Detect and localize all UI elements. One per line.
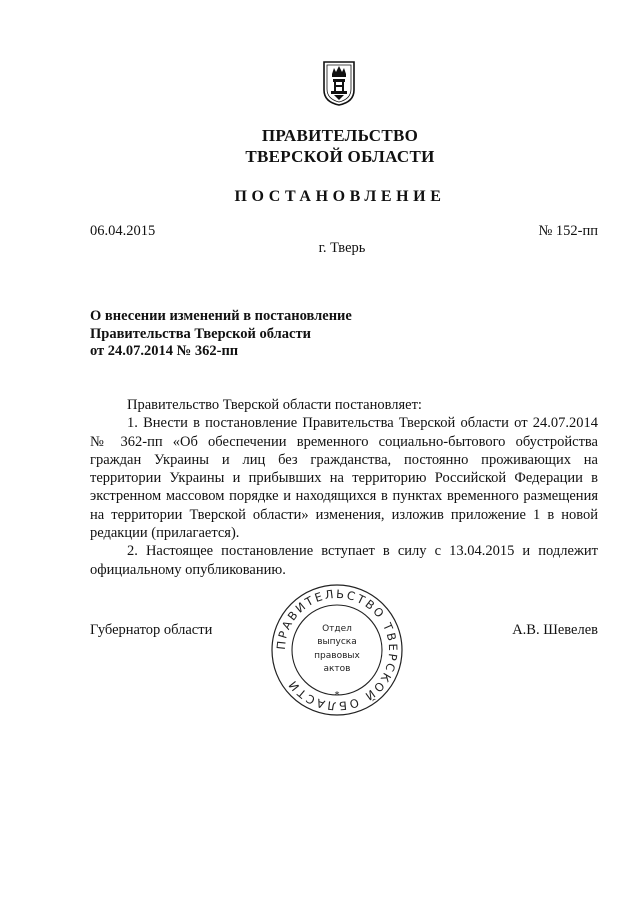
document-subject (90, 308, 352, 361)
document-type: ПОСТАНОВЛЕНИЕ (234, 188, 446, 205)
subject-line2: Правительства Тверской области (90, 325, 311, 342)
seal-center-line4: актов (323, 664, 351, 674)
subject-line3: от 24.07.2014 № 362-пп (90, 343, 239, 359)
government-title-line1: ПРАВИТЕЛЬСТВО (261, 126, 419, 145)
body-item-1: 1. Внести в постановление Правительства Тверской области от 24.07.2014 № 362-пп «Об обеспечении временного социально-бытового обустройства граждан Украины и лиц без гражданства, постоянно проживающих на территории Украины и прибывших на территорию Российской Федерации в экстренном массовом порядке и находящихся в пунктах временного размещения на территории Тверской области» изменения, изложив приложение 1 в новой редакции (прилагается). (90, 415, 598, 542)
document-date: 06.04.2015 (90, 223, 156, 239)
seal-ring-text: ПРАВИТЕЛЬСТВО ТВЕРСКОЙ ОБЛАСТИ (273, 586, 401, 714)
seal-center-line1: Отдел (322, 624, 352, 634)
body-intro: Правительство Тверской области постановляет: (127, 397, 422, 413)
official-seal (270, 583, 404, 717)
government-title (0, 125, 640, 167)
signatory-position: Губернатор области (90, 622, 213, 638)
government-title-line2: ТВЕРСКОЙ ОБЛАСТИ (245, 147, 435, 166)
document-number: № 152-пп (538, 223, 598, 239)
seal-star: * (334, 690, 340, 701)
subject-line1: О внесении изменений в постановление (90, 308, 352, 324)
seal-center-line3: правовых (314, 651, 360, 661)
document-body (90, 396, 598, 579)
body-item-2: 2. Настоящее постановление вступает в силу с 13.04.2015 и подлежит официальному опубликованию. (90, 543, 598, 578)
document-city: г. Тверь (318, 240, 366, 256)
signatory-name: А.В. Шевелев (512, 622, 598, 638)
coat-of-arms-icon (322, 60, 356, 106)
seal-center-line2: выпуска (317, 637, 357, 647)
